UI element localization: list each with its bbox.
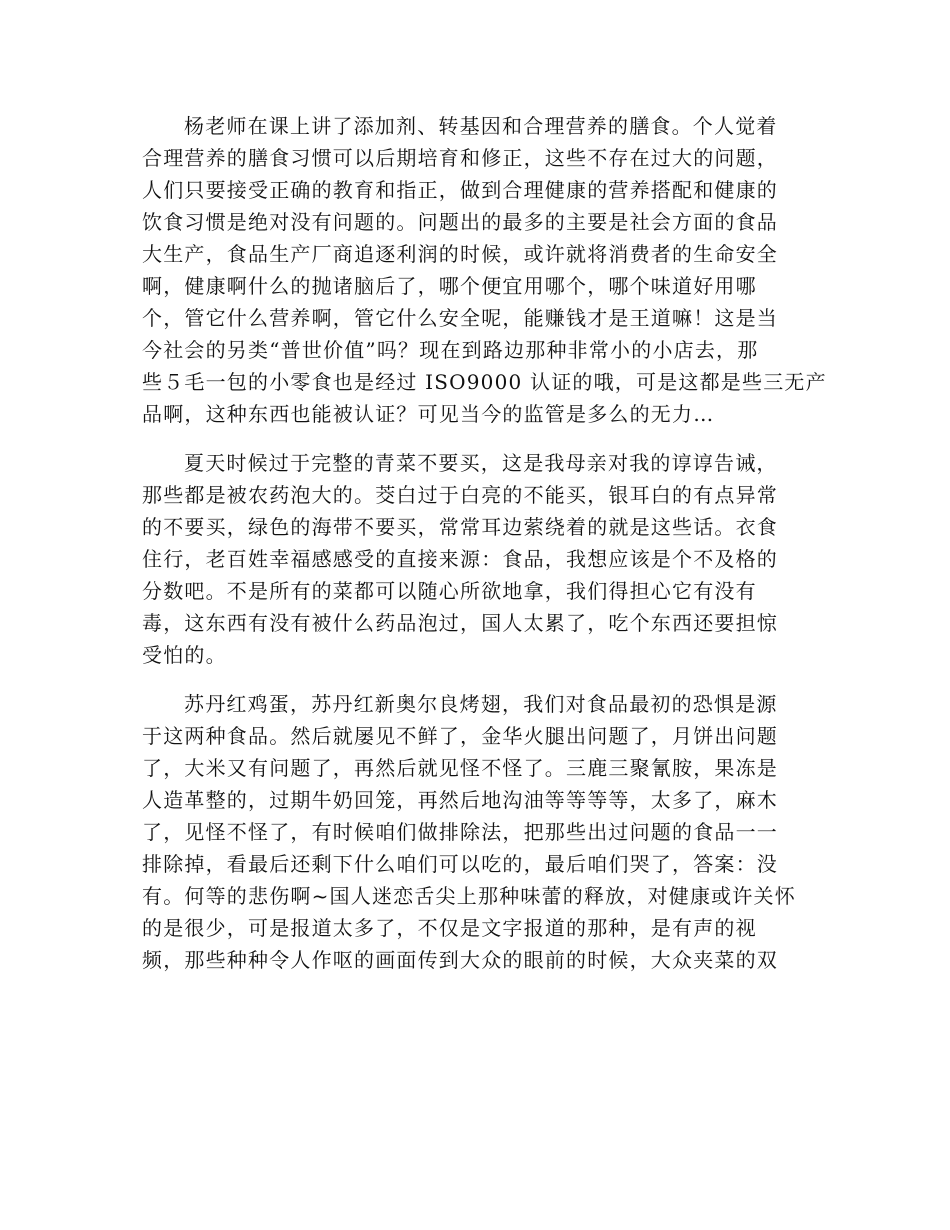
text-line: 了，见怪不怪了，有时候咱们做排除法，把那些出过问题的食品一一	[142, 820, 778, 844]
text-line: 于这两种食品。然后就屡见不鲜了，金华火腿出问题了，月饼出问题	[142, 724, 778, 748]
text-line: 分数吧。不是所有的菜都可以随心所欲地拿，我们得担心它有没有	[142, 579, 757, 603]
text-line: 频，那些种种令人作呕的画面传到大众的眼前的时候，大众夹菜的双	[142, 948, 778, 972]
paragraph-2	[142, 447, 812, 671]
text-line: 受怕的。	[142, 643, 227, 667]
paragraph-1	[142, 110, 827, 430]
text-line: 今社会的另类“普世价值”吗？现在到路边那种非常小的小店去，那	[142, 338, 759, 362]
text-line: 那些都是被农药泡大的。茭白过于白亮的不能买，银耳白的有点异常	[142, 483, 778, 507]
text-line: 夏天时候过于完整的青菜不要买，这是我母亲对我的谆谆告诫，	[184, 451, 778, 475]
text-line: 饮食习惯是绝对没有问题的。问题出的最多的主要是社会方面的食品	[142, 210, 778, 234]
text-line: 排除掉，看最后还剩下什么咱们可以吃的，最后咱们哭了，答案：没	[142, 852, 778, 876]
text-line: 大生产，食品生产厂商追逐利润的时候，或许就将消费者的生命安全	[142, 242, 778, 266]
text-line: 的是很少，可是报道太多了，不仅是文字报道的那种，是有声的视	[142, 916, 757, 940]
paragraph-3	[142, 688, 812, 976]
text-line: 人们只要接受正确的教育和指正，做到合理健康的营养搭配和健康的	[142, 178, 778, 202]
text-line: 啊，健康啊什么的抛诸脑后了，哪个便宜用哪个，哪个味道好用哪	[142, 274, 757, 298]
text-line: 杨老师在课上讲了添加剂、转基因和合理营养的膳食。个人觉着	[184, 114, 778, 138]
text-line: 品啊，这种东西也能被认证？可见当今的监管是多么的无力…	[142, 402, 715, 426]
text-line: 毒，这东西有没有被什么药品泡过，国人太累了，吃个东西还要担惊	[142, 611, 778, 635]
text-line: 了，大米又有问题了，再然后就见怪不怪了。三鹿三聚氰胺，果冻是	[142, 756, 778, 780]
text-line: 住行，老百姓幸福感感受的直接来源：食品，我想应该是个不及格的	[142, 547, 778, 571]
text-line: 的不要买，绿色的海带不要买，常常耳边萦绕着的就是这些话。衣食	[142, 515, 778, 539]
text-line: 苏丹红鸡蛋，苏丹红新奥尔良烤翅，我们对食品最初的恐惧是源	[184, 692, 778, 716]
text-line: 些５毛一包的小零食也是经过 ISO9000 认证的哦，可是这都是些三无产	[142, 370, 827, 394]
document-body	[142, 110, 827, 993]
text-line: 合理营养的膳食习惯可以后期培育和修正，这些不存在过大的问题，	[142, 146, 778, 170]
text-line: 个，管它什么营养啊，管它什么安全呢，能赚钱才是王道嘛！这是当	[142, 306, 778, 330]
text-line: 人造革整的，过期牛奶回笼，再然后地沟油等等等等，太多了，麻木	[142, 788, 778, 812]
text-line: 有。何等的悲伤啊~国人迷恋舌尖上那种味蕾的释放，对健康或许关怀	[142, 884, 796, 908]
